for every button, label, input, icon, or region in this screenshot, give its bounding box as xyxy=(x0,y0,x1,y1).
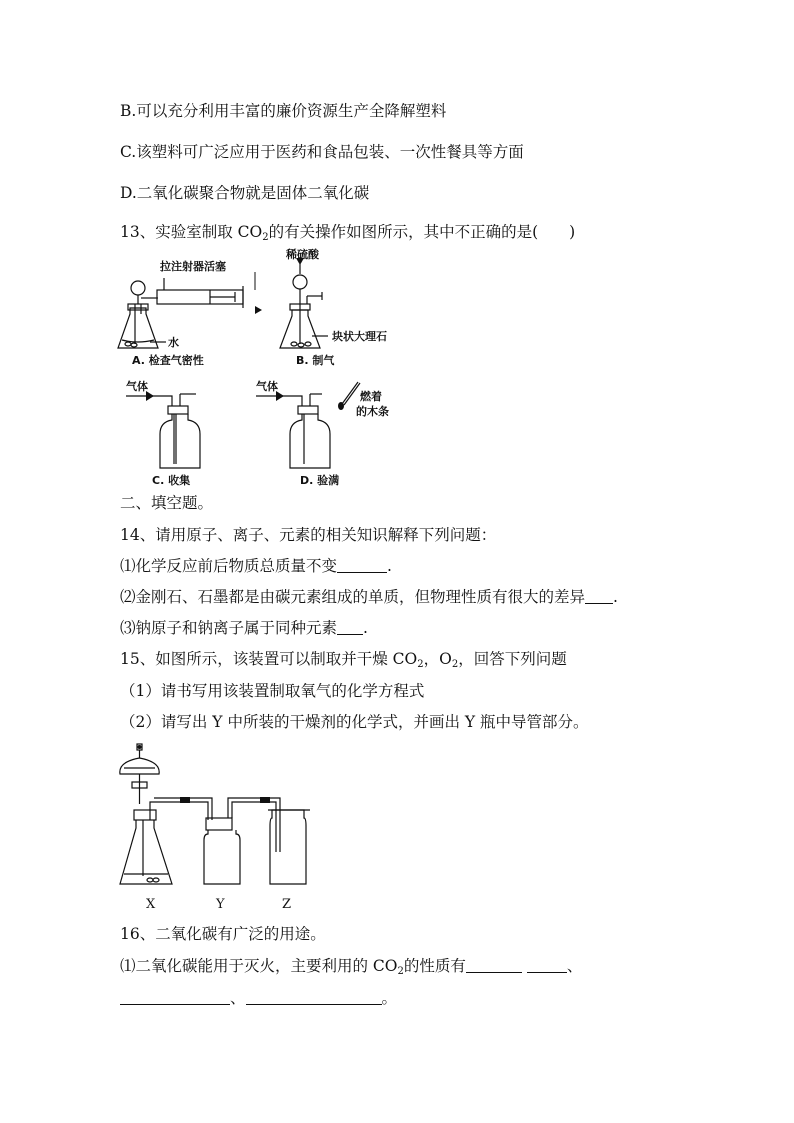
question-14-part-2: ⑵金刚石、石墨都是由碳元素组成的单质，但物理性质有很大的差异 . xyxy=(120,588,618,606)
label-z: Z xyxy=(282,897,292,912)
flask-b-diagram xyxy=(280,264,328,348)
label-gas-c: 气体 xyxy=(126,380,148,393)
bottle-y-diagram xyxy=(178,798,264,884)
label-wood-stick: 的木条 xyxy=(356,405,389,418)
label-burning: 燃着 xyxy=(360,390,382,403)
section-heading: 二、填空题。 xyxy=(120,494,214,512)
caption-a: A. 检查气密性 xyxy=(132,354,204,367)
question-16-stem: 16、二氧化碳有广泛的用途。 xyxy=(120,925,326,943)
question-14-part-3: ⑶钠原子和钠离子属于同种元素 . xyxy=(120,619,368,637)
question-16-part-1-cont: 、 。 xyxy=(120,988,397,1008)
question-13-figure xyxy=(110,248,410,488)
label-marble: 块状大理石 xyxy=(332,330,387,343)
label-water: 水 xyxy=(168,336,179,349)
bottle-z-diagram xyxy=(264,798,310,884)
question-15-part-1: （1）请书写用该装置制取氧气的化学方程式 xyxy=(120,682,425,700)
label-gas-d: 气体 xyxy=(256,380,278,393)
question-15-stem: 15、如图所示，该装置可以制取并干燥 $CO_2$，$O_2$，回答下列问题 xyxy=(120,650,567,670)
question-16-part-1: ⑴二氧化碳能用于灭火，主要利用的 $CO_2$的性质有 、 xyxy=(120,957,583,977)
flask-x-diagram xyxy=(120,744,178,884)
caption-b: B. 制气 xyxy=(296,354,335,367)
question-15-figure xyxy=(110,742,350,914)
question-14-stem: 14、请用原子、离子、元素的相关知识解释下列问题： xyxy=(120,526,497,544)
flask-a-diagram xyxy=(118,278,243,348)
question-14-part-1: ⑴化学反应前后物质总质量不变 . xyxy=(120,557,392,575)
label-dilute-acid: 稀硫酸 xyxy=(286,248,319,261)
caption-d: D. 验满 xyxy=(300,474,340,487)
option-d: D.二氧化碳聚合物就是固体二氧化碳 xyxy=(120,184,370,202)
question-13-stem: 13、实验室制取 $CO_2$的有关操作如图所示，其中不正确的是( ) xyxy=(120,223,576,243)
option-b: B.可以充分利用丰富的廉价资源生产全降解塑料 xyxy=(120,102,447,120)
bottle-c-diagram xyxy=(126,394,200,468)
label-x: X xyxy=(146,897,156,912)
option-c: C.该塑料可广泛应用于医药和食品包装、一次性餐具等方面 xyxy=(120,143,524,161)
bottle-d-diagram xyxy=(256,382,360,468)
label-syringe: 拉注射器活塞 xyxy=(160,260,226,273)
label-y: Y xyxy=(216,897,225,912)
caption-c: C. 收集 xyxy=(152,474,191,487)
question-15-part-2: （2）请写出 Y 中所装的干燥剂的化学式，并画出 Y 瓶中导管部分。 xyxy=(120,713,589,731)
